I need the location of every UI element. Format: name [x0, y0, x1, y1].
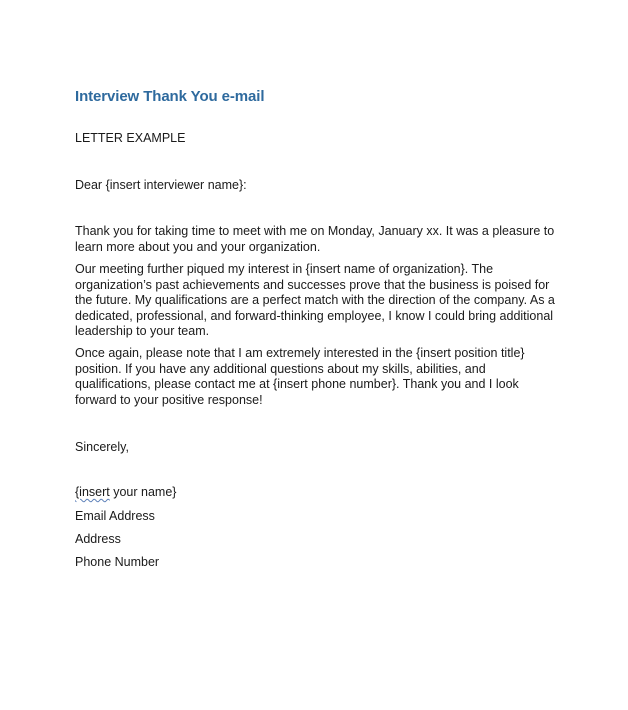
signature-name: [75, 485, 176, 499]
document-title: Interview Thank You e-mail: [75, 88, 265, 105]
body-paragraph-3: Once again, please note that I am extremely interested in the {insert position title} position. If you have any additional questions about my skills, abilities, and qualifications, please contact me at {insert phone number}. Thank you and I look forward to your positive response!: [75, 346, 525, 407]
salutation: Dear {insert interviewer name}:: [75, 178, 247, 192]
document-subtitle: LETTER EXAMPLE: [75, 131, 186, 145]
body-paragraph-2: Our meeting further piqued my interest in {insert name of organization}. The organization’s past achievements and successes prove that the business is poised for the future. My qualifications are a perfect match with the direction of the company. As a dedicated, professional, and forward-thinking employee, I know I could bring additional leadership to your team.: [75, 262, 555, 338]
body-paragraph-1: Thank you for taking time to meet with me on Monday, January xx. It was a pleasure to learn more about you and your organization.: [75, 224, 555, 254]
signature-name-prefix: {insert: [75, 485, 110, 499]
signature-phone: Phone Number: [75, 555, 160, 569]
closing: Sincerely,: [75, 440, 129, 454]
signature-address: Address: [75, 532, 121, 546]
signature-email: Email Address: [75, 509, 155, 523]
signature-name-suffix: your name}: [109, 485, 177, 499]
